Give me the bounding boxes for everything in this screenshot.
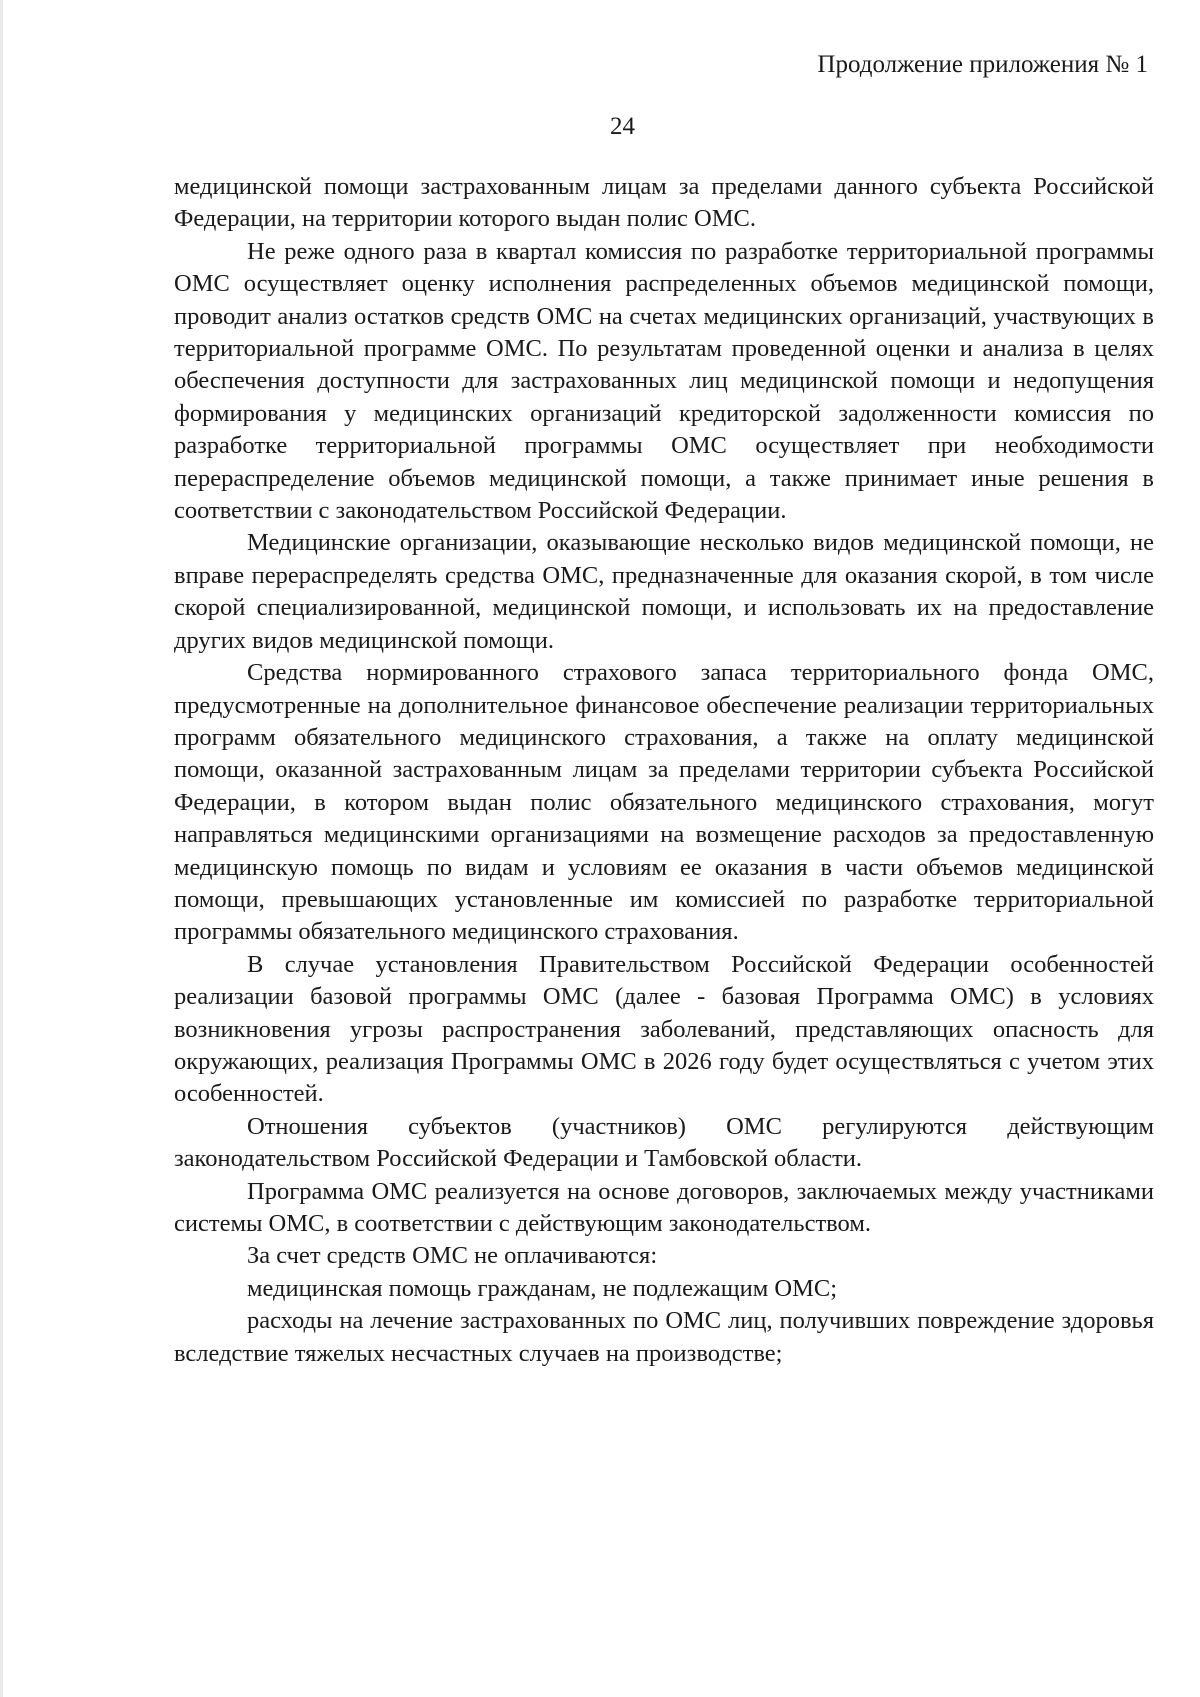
list-item-industrial-accidents: расходы на лечение застрахованных по ОМС лиц, получивших повреждение здоровья вследствие тяжелых несчастных случаев на производстве;	[174, 1307, 1154, 1367]
scan-edge-shadow	[0, 0, 3, 1697]
paragraph-medical-organizations: Медицинские организации, оказывающие несколько видов медицинской помощи, не вправе перераспределять средства ОМС, предназначенные для оказания скорой, в том числе скорой специализированной, медицинской помощи, и использовать их на предоставление других видов медицинской помощи.	[174, 529, 1154, 654]
running-head: Продолжение приложения № 1	[817, 51, 1148, 78]
body-text	[174, 171, 1154, 1370]
paragraph-relations-regulation: Отношения субъектов (участников) ОМС регулируются действующим законодательством Российской Федерации и Тамбовской области.	[174, 1112, 1154, 1173]
paragraph-commission-assessment: Не реже одного раза в квартал комиссия по разработке территориальной программы ОМС осуществляет оценку исполнения распределенных объемов медицинской помощи, проводит анализ остатков средств ОМС на счетах медицинских организаций, участвующих в территориальной программе ОМС. По результатам проведенной оценки и анализа в целях обеспечения доступности для застрахованных лиц медицинской помощи и недопущения формирования у медицинских организаций кредиторской задолженности комиссия по разработке территориальной программы ОМС осуществляет при необходимости перераспределение объемов медицинской помощи, а также принимает иные решения в соответствии с законодательством Российской Федерации.	[174, 237, 1154, 525]
paragraph-contracts: Программа ОМС реализуется на основе договоров, заключаемых между участниками системы ОМС, в соответствии с действующим законодательством.	[174, 1177, 1154, 1237]
paragraph-not-paid-intro: За счет средств ОМС не оплачиваются:	[247, 1242, 658, 1270]
list-item-not-insured: медицинская помощь гражданам, не подлежащим ОМС;	[247, 1274, 837, 1302]
page-number: 24	[610, 113, 635, 140]
paragraph-continuation: медицинской помощи застрахованным лицам за пределами данного субъекта Российской Федерации, на территории которого выдан полис ОМС.	[174, 173, 1154, 233]
paragraph-government-specifics: В случае установления Правительством Российской Федерации особенностей реализации базовой программы ОМС (далее - базовая Программа ОМС) в условиях возникновения угрозы распространения заболеваний, представляющих опасность для окружающих, реализация Программы ОМС в 2026 году будет осуществляться с учетом этих особенностей.	[174, 950, 1154, 1108]
paragraph-insurance-reserve: Средства нормированного страхового запаса территориального фонда ОМС, предусмотренные на дополнительное финансовое обеспечение реализации территориальных программ обязательного медицинского страхования, а также на оплату медицинской помощи, оказанной застрахованным лицам за пределами территории субъекта Российской Федерации, в котором выдан полис обязательного медицинского страхования, могут направляться медицинскими организациями на возмещение расходов за предоставленную медицинскую помощь по видам и условиям ее оказания в части объемов медицинской помощи, превышающих установленные им комиссией по разработке территориальной программы обязательного медицинского страхования.	[174, 659, 1154, 946]
